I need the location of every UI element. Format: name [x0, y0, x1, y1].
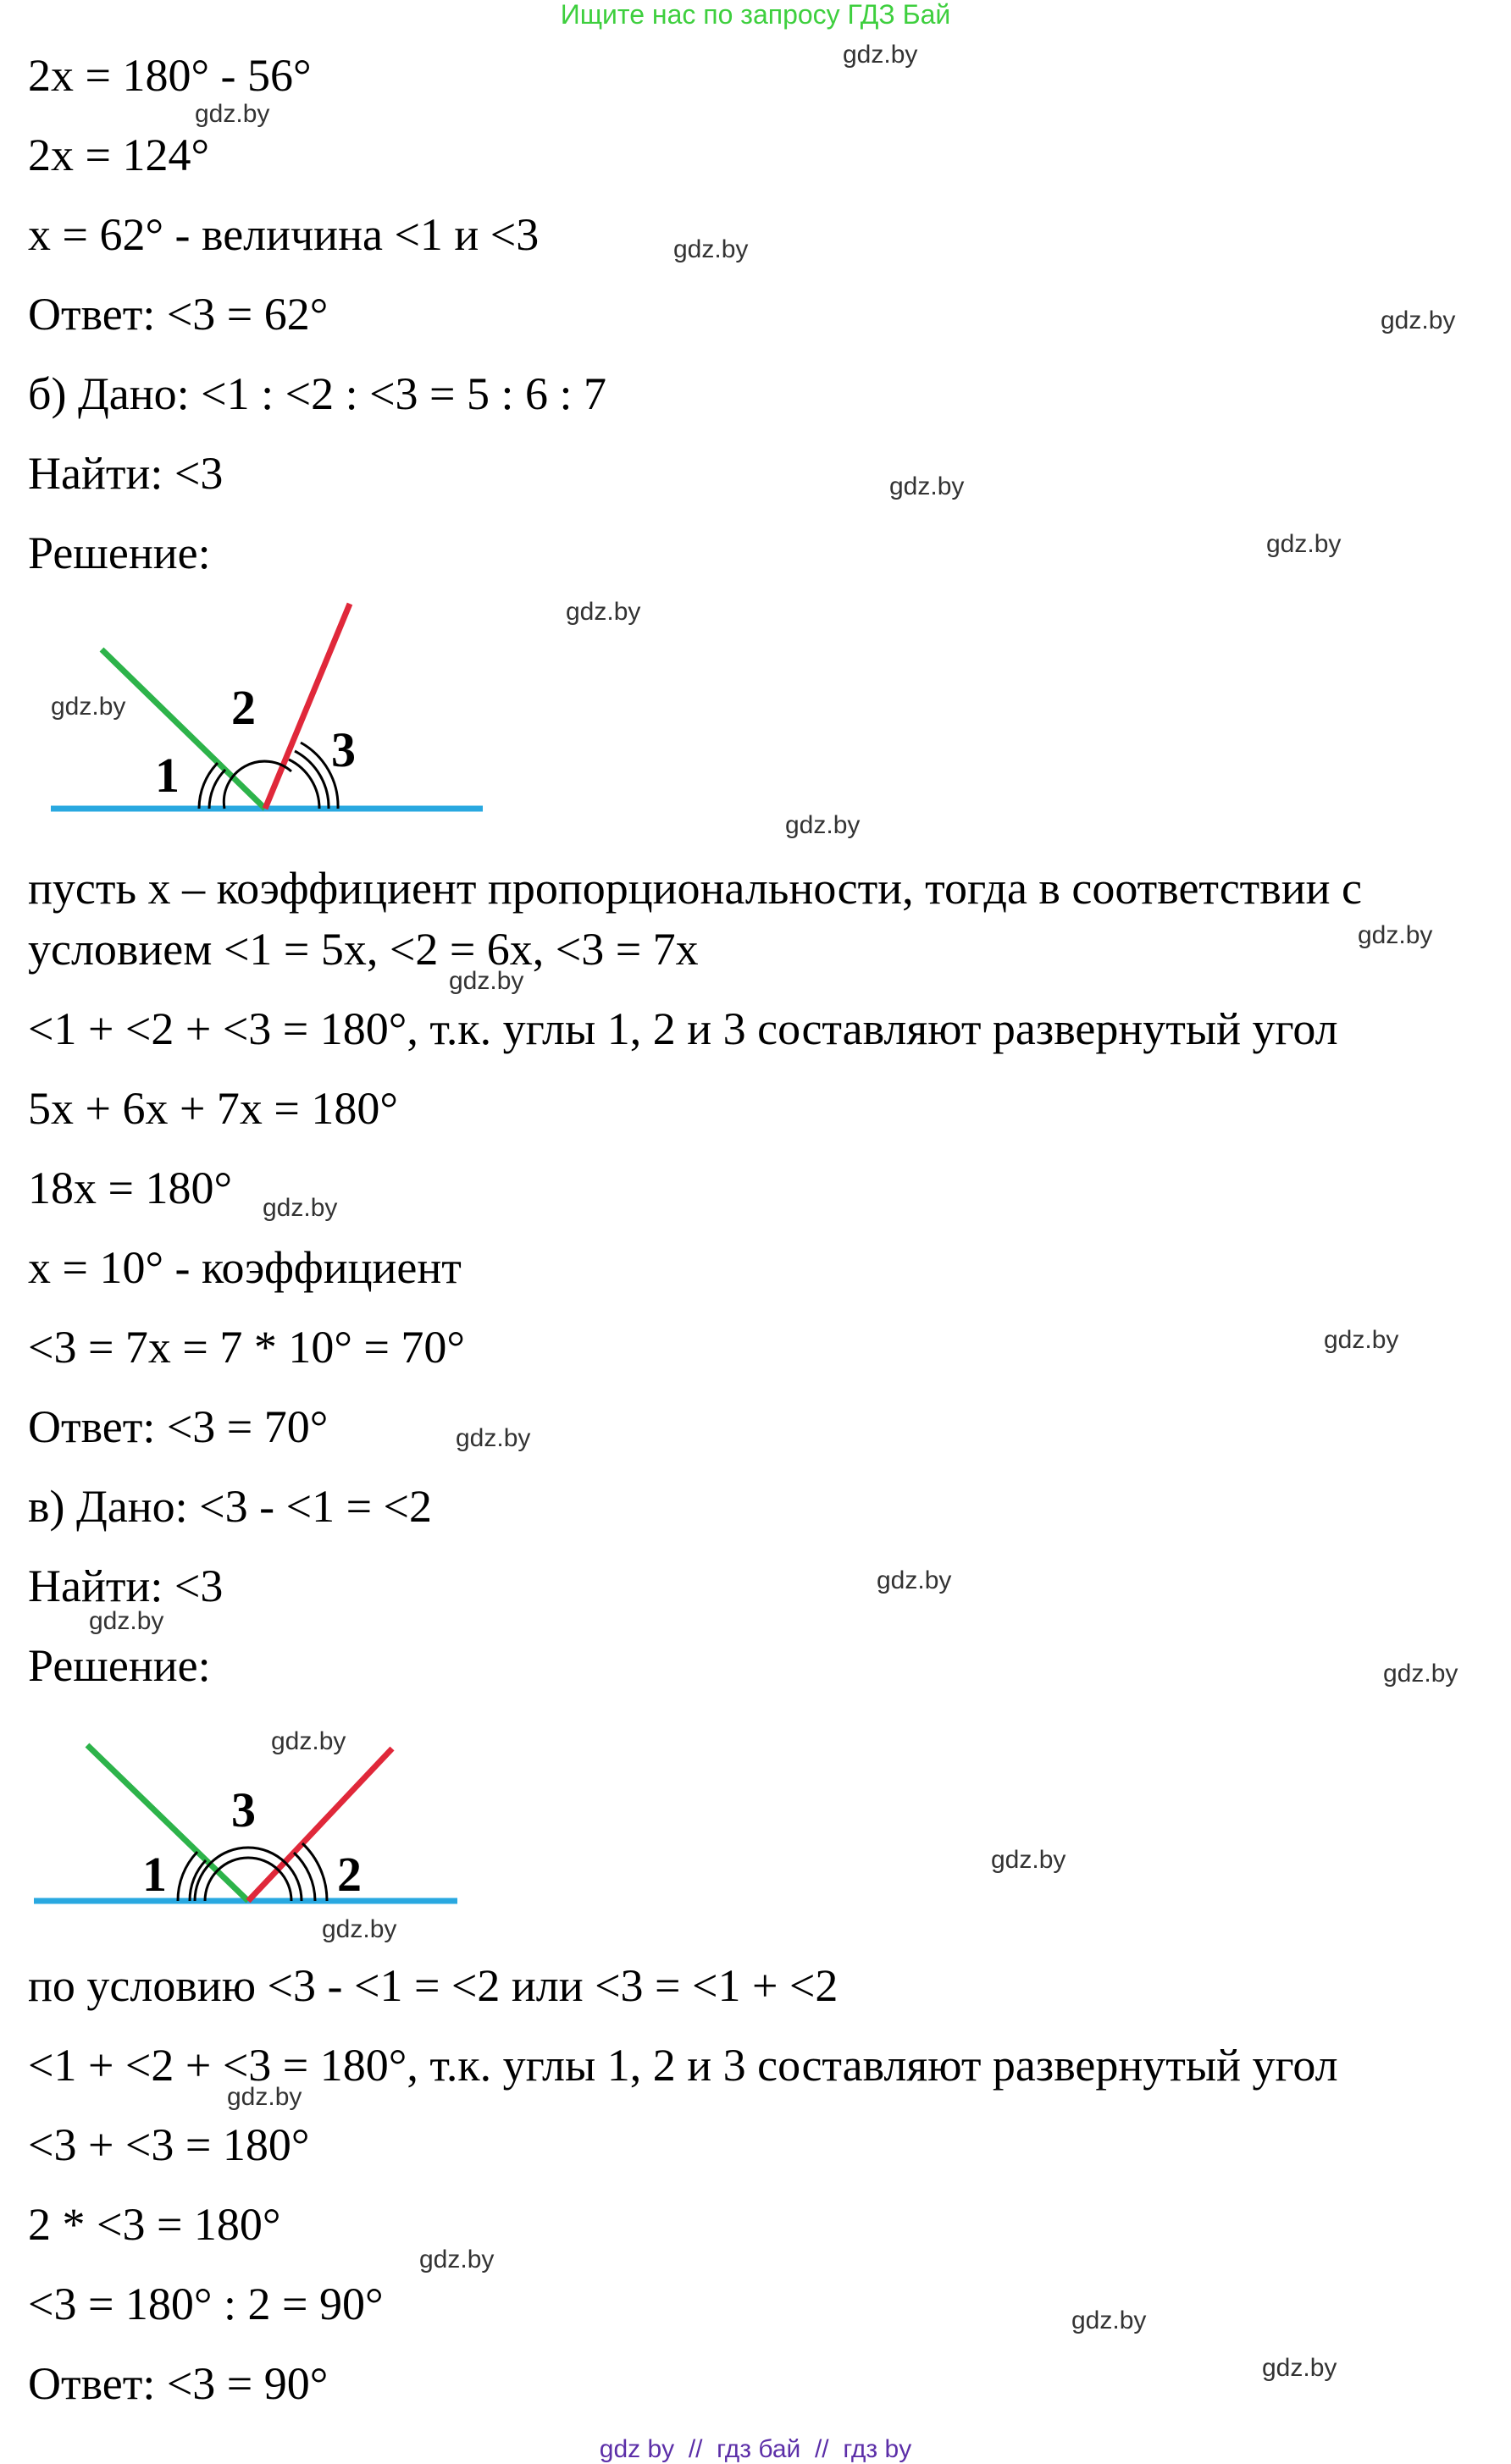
angle-label-3: 3 — [231, 1782, 256, 1837]
text-line: Ответ: <3 = 90° — [28, 2358, 329, 2409]
watermark: gdz.by — [89, 1607, 164, 1635]
text-line: 5x + 6x + 7x = 180° — [28, 1083, 398, 1134]
watermark: gdz.by — [227, 2083, 302, 2111]
text-line: пусть x – коэффициент пропорциональности, тогда в соответствии с — [28, 863, 1363, 914]
footer-text: gdz by // гдз бай // гдз by — [599, 2435, 912, 2463]
text-line: 2x = 124° — [28, 130, 210, 180]
text-line: Ответ: <3 = 70° — [28, 1401, 329, 1452]
watermark: gdz.by — [1358, 921, 1433, 949]
text-line: по условию <3 - <1 = <2 или <3 = <1 + <2 — [28, 1960, 839, 2011]
watermark: gdz.by — [889, 472, 965, 500]
watermark: gdz.by — [991, 1846, 1066, 1874]
watermark: gdz.by — [456, 1424, 531, 1452]
watermark: gdz.by — [271, 1727, 346, 1755]
watermark: gdz.by — [1266, 530, 1342, 558]
angle-label-1: 1 — [155, 748, 180, 803]
text-line: Решение: — [28, 1640, 211, 1691]
watermark: gdz.by — [195, 100, 270, 128]
angle-label-1: 1 — [142, 1847, 167, 1902]
text-line: Найти: <3 — [28, 448, 224, 499]
red-ray — [248, 1749, 392, 1901]
watermark: gdz.by — [419, 2246, 495, 2273]
text-line: <1 + <2 + <3 = 180°, т.к. углы 1, 2 и 3 составляют развернутый угол — [28, 2040, 1338, 2091]
angle-label-2: 2 — [231, 680, 256, 735]
text-line: x = 62° - величина <1 и <3 — [28, 209, 540, 260]
text-line: <3 + <3 = 180° — [28, 2119, 310, 2170]
watermark: gdz.by — [1071, 2307, 1147, 2334]
watermark: gdz.by — [566, 598, 641, 626]
text-line: <3 = 7x = 7 * 10° = 70° — [28, 1322, 466, 1373]
text-line: 2 * <3 = 180° — [28, 2199, 281, 2250]
green-ray — [87, 1745, 248, 1901]
text-line: Решение: — [28, 528, 211, 578]
watermark: gdz.by — [1381, 307, 1456, 334]
text-line: <1 + <2 + <3 = 180°, т.к. углы 1, 2 и 3 составляют развернутый угол — [28, 1003, 1338, 1054]
red-ray — [265, 604, 350, 809]
watermark: gdz.by — [449, 967, 524, 995]
angle-label-3: 3 — [331, 722, 356, 777]
watermark: gdz.by — [51, 693, 126, 721]
watermark: gdz.by — [263, 1194, 338, 1222]
watermark: gdz.by — [673, 235, 749, 263]
watermark: gdz.by — [1383, 1660, 1458, 1688]
text-line: б) Дано: <1 : <2 : <3 = 5 : 6 : 7 — [28, 368, 606, 419]
watermark: gdz.by — [1324, 1326, 1399, 1354]
watermark: gdz.by — [843, 41, 918, 69]
angle-label-2: 2 — [337, 1847, 362, 1902]
banner-text: Ищите нас по запросу ГДЗ Бай — [560, 0, 951, 30]
text-line: <3 = 180° : 2 = 90° — [28, 2279, 384, 2329]
text-line: 2x = 180° - 56° — [28, 50, 312, 101]
watermark: gdz.by — [1262, 2354, 1337, 2382]
text-line: в) Дано: <3 - <1 = <2 — [28, 1481, 432, 1532]
text-line: Ответ: <3 = 62° — [28, 289, 329, 340]
watermark: gdz.by — [877, 1566, 952, 1594]
text-line: Найти: <3 — [28, 1561, 224, 1611]
text-line: условием <1 = 5x, <2 = 6x, <3 = 7x — [28, 924, 699, 975]
watermark: gdz.by — [785, 811, 861, 839]
text-line: x = 10° - коэффициент — [28, 1242, 462, 1293]
angle-figure-2 — [32, 1740, 473, 1918]
text-line: 18x = 180° — [28, 1163, 233, 1213]
watermark: gdz.by — [322, 1915, 397, 1943]
